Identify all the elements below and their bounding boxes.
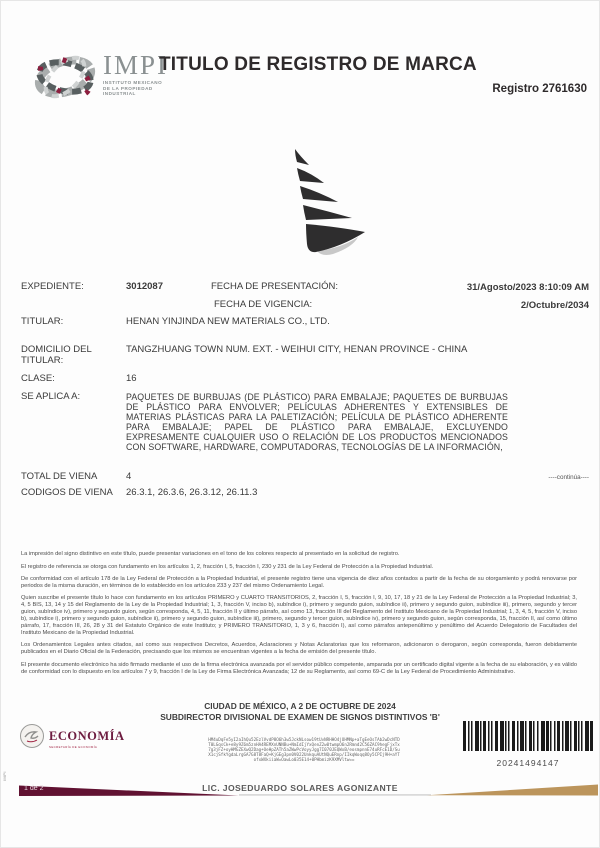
- domicilio-label: DOMICILIO DEL TITULAR:: [21, 344, 92, 366]
- impi-org-line: DE LA PROPIEDAD: [103, 85, 153, 91]
- impi-acronym: IMPI: [103, 50, 169, 80]
- hash-line: HM4uDqFe5yI2aIhQu52EzlVvdP8O6h3w5JckNLsow19tUvNRHHO4jOHMNp+aTgEeOsTAb2wDcNTD: [208, 737, 400, 742]
- codigos-viena-value: 26.3.1, 26.3.6, 26.3.12, 26.11.3: [126, 487, 258, 498]
- legal-paragraph: Los Ordenamientos Legales antes citados, así como sus respectivos Decretos, Acuerdos, Aclaraciones y Notas Aclaratorias que los reformaron, adicionaron o derogaron, según corresponda, fueron debidamente publicados en el Diario Oficial de la Federación, precisando que los mismos se encuentran vigentes a la fecha de emisión del presente título.: [21, 642, 577, 656]
- fecha-presentacion-label: FECHA DE PRESENTACIÓN:: [211, 281, 339, 292]
- mexico-seal-icon: [19, 723, 45, 754]
- se-aplica-value: PAQUETES DE BURBUJAS (DE PLÁSTICO) PARA EMBALAJE; PAQUETES DE BURBUJAS DE PLÁSTICO PARA ENVOLVER; PELÍCULAS ADHERENTES Y EXTENSIBLES DE MATERIAS PLÁSTICAS PARA LA PALETIZACIÓN; PELÍCULA DE PLÁSTICO ADHERENTE PARA EMBALAJE; PAPEL DE PLÁSTICO PARA EMBALAJE, EXCLUYENDO EXPRESAMENTE CUALQUIER USO O RELACIÓN DE LOS PRODUCTOS MENCIONADOS CON SOFTWARE, HARDWARE, COMPUTADORAS, TECNOLOGÍAS DE LA INFORMACIÓN,: [126, 392, 508, 452]
- issuance-place-date: CIUDAD DE MÉXICO, A 2 DE OCTUBRE DE 2024: [204, 701, 396, 711]
- titular-value: HENAN YINJINDA NEW MATERIALS CO., LTD.: [126, 316, 330, 327]
- legal-paragraph: Quien suscribe el presente título lo hace con fundamento en los artículos PRIMERO y CUARTO TRANSITORIOS, 2, fracción I, 5, fracción I, 9, 10, 17, 18 y 21 de la Ley Federal de Protección a la Propiedad Industrial; 3, 4, 5 BIS, 13, 14 y 15 del Reglamento de la Ley de la Propiedad Industrial; 1, 3, fracción V, inciso b), subíndice i), primero y segundo guion, subíndice ii), primero y segundo guion, subíndice iii), primero, segundo y tercer guion, subíndice iv), primero y segundo guion, según corresponda, 4, 5, 11, fracción II y último párrafo, así como 13, fracción III del Reglamento del Instituto Mexicano de la Propiedad Industrial; 1, 3, 4, 5, fracción V, inciso b), subíndice i), primero y segundo guion, subíndice ii), primero y segundo guion, subíndice iii), primero, segundo y tercer guion, subíndice iv), primero y segundo guion, según corresponda, 15, fracción II, así como último párrafo, 17, fracción III, 26, 28 y 31 del Estatuto Orgánico de este Instituto; y PRIMERO TRANSITORIO, 1, 3 y 6, fracción I), así como párrafos antepenúltimo y penúltimo del Acuerdo Delegatorio de Facultades del Instituto Mexicano de la Propiedad Industrial.: [21, 595, 577, 636]
- economia-logo: [19, 723, 125, 754]
- expediente-label: EXPEDIENTE:: [21, 281, 84, 292]
- codigos-viena-label: CODIGOS DE VIENA: [21, 487, 113, 498]
- impi-org-name: [103, 80, 168, 97]
- trademark-sail-image: [239, 147, 369, 264]
- economia-subtext: SECRETARÍA DE ECONOMÍA: [49, 744, 98, 749]
- impi-org-line: INDUSTRIAL: [103, 91, 136, 97]
- titular-label: TITULAR:: [21, 316, 64, 327]
- edge-marking: IMPI: [2, 771, 7, 782]
- legal-paragraphs: [21, 551, 577, 681]
- fecha-vigencia-value: 2/Octubre/2034: [520, 300, 589, 311]
- clase-label: CLASE:: [21, 373, 55, 384]
- legal-paragraph: La impresión del signo distintivo en este título, puede presentar variaciones en el tono de los colores respecto al presentado en la solicitud de registro.: [21, 551, 400, 557]
- legal-paragraph: El registro de referencia se otorga con fundamento en los artículos 1, 2, fracción I, 5, fracción I, 230 y 231 de la Ley Federal de Protección a la Propiedad Industrial.: [21, 563, 434, 570]
- domicilio-value: TANGZHUANG TOWN NUM. EXT. - WEIHUI CITY, HENAN PROVINCE - CHINA: [126, 344, 468, 355]
- total-viena-value: 4: [126, 471, 132, 482]
- economia-text: [49, 729, 125, 749]
- hash-line: T0LGqsCk+e8y9Z6m5znHA4REMXnUNNBu+NmIdIjYxQenZ2w0twmpO6n2Rmnd2C56ZAC9hegFjxTx: [208, 742, 400, 747]
- page-title: TITULO DE REGISTRO DE MARCA: [159, 54, 477, 75]
- fecha-vigencia-label: FECHA DE VIGENCIA:: [214, 299, 313, 310]
- signer-name: LIC. JOSEDUARDO SOLARES AGONIZANTE: [202, 783, 398, 793]
- signer-title: SUBDIRECTOR DIVISIONAL DE EXAMEN DE SIGNOS DISTINTIVOS 'B': [160, 712, 440, 722]
- fecha-presentacion-value: 31/Agosto/2023 8:10:09 AM: [466, 282, 589, 293]
- legal-paragraph: El presente documento electrónico ha sido firmado mediante el uso de la firma electrónica avanzada por el servidor público competente, amparada por un certificado digital vigente a la fecha de su elaboración, y es válido de conformidad con lo dispuesto en los artículos 7 y 9, fracción I de la Ley de Firma Electrónica Avanzada; 12 de su Reglamento, así como 69-C de la Ley Federal de Procedimiento Administrativo.: [21, 661, 577, 675]
- page-indicator: 1 de 2: [24, 785, 44, 792]
- impi-logo: [34, 46, 168, 113]
- economia-wordmark: ECONOMÍA: [49, 728, 125, 743]
- hash-line: 7g3jFZ+oyHMGZEXwQ2Dag+OeHpZATh5aZWwPcVoyyJgg7I070JEQWxB/eosmpnnE74uRFcE1D/Su: [208, 747, 400, 752]
- impi-swirl-icon: [34, 46, 96, 113]
- total-viena-label: TOTAL DE VIENA: [21, 471, 98, 482]
- digital-signature-hash: [181, 737, 427, 762]
- barcode-bars: [463, 721, 593, 751]
- barcode-number: 20241494147: [496, 758, 560, 768]
- hash-line: ofxWXkiiaW=OawLo035E14+0PHbmizK9XMVltw==: [253, 757, 355, 762]
- impi-org-line: INSTITUTO MEXICANO: [103, 80, 163, 85]
- clase-value: 16: [126, 373, 137, 384]
- expediente-value: 3012087: [126, 281, 163, 292]
- continua-marker: ----continúa----: [548, 474, 589, 481]
- registro-number: Registro 2761630: [492, 83, 587, 95]
- hash-line: X1cjSfkYgdaLrgGA7G8T8FaQ+KjGEg3pn0V022UnkquAUtNQuERnp/IIkqWoqq8Oy5CPIj9H+aYT: [208, 752, 400, 757]
- barcode: [463, 721, 593, 768]
- se-aplica-label: SE APLICA A:: [21, 391, 81, 402]
- legal-paragraph: De conformidad con el artículo 178 de la Ley Federal de Protección a la Propiedad Industrial, el presente registro tiene una vigencia de diez años contados a partir de la fecha de su otorgamiento y podrá renovarse por periodos de la misma duración, en términos de lo establecido en los artículos 233 y 237 del mismo Ordenamiento Legal.: [21, 576, 577, 589]
